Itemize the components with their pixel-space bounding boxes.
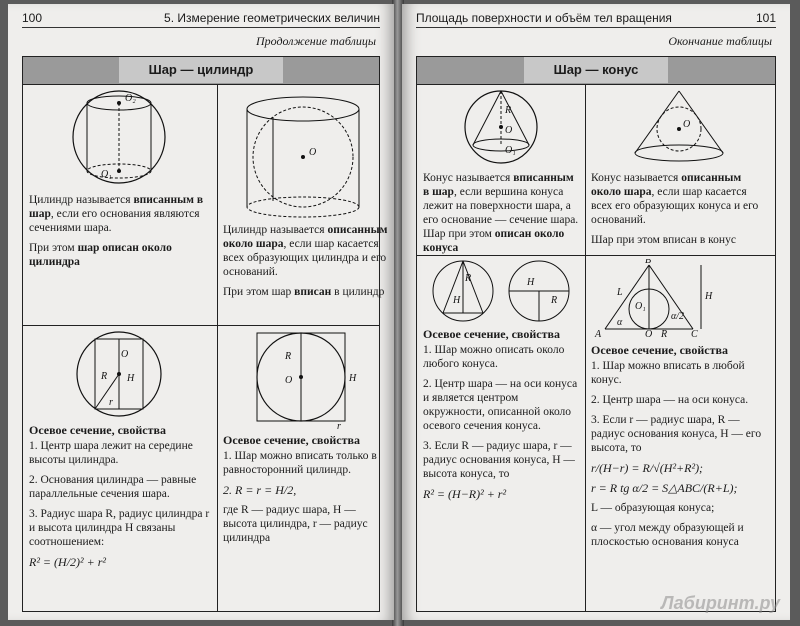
- term: описан около конуса: [423, 228, 565, 254]
- property-3: 3. Если R — радиус шара, r — радиус основания конуса, H — высота конуса, то: [423, 440, 575, 480]
- label-o1: O₁: [101, 169, 112, 180]
- table-header: [417, 57, 775, 85]
- label-o: O: [285, 375, 293, 386]
- chapter-title: Площадь поверхности и объём тел вращения: [416, 11, 672, 25]
- property-2: 2. Центр шара — на оси конуса.: [591, 394, 749, 406]
- label-o: O: [683, 119, 691, 130]
- label-r: R: [505, 105, 512, 116]
- label-alpha: α: [617, 317, 623, 328]
- watermark: Лабиринт.ру: [661, 593, 780, 613]
- label-h: H: [127, 373, 135, 384]
- label-o1: O₁: [635, 301, 646, 312]
- term: вписан: [294, 286, 332, 298]
- property-1: 1. Шар можно вписать в любой конус.: [591, 360, 745, 386]
- table-sphere-cone: [416, 56, 776, 612]
- right-page: [402, 4, 790, 620]
- property-5: α — угол между образующей и плоскостью основания конуса: [591, 522, 744, 548]
- property-3: 3. Если r — радиус шара, R — радиус основания конуса, H — его высота, то: [591, 414, 762, 454]
- formula: R² = (H−R)² + r²: [423, 487, 507, 501]
- running-head-right: [416, 10, 776, 28]
- property-2: 2. R = r = H/2,: [223, 483, 297, 497]
- chapter-title: 5. Измерение геометрических величин: [164, 11, 380, 25]
- cell-circumscribed-cylinder: [217, 85, 394, 325]
- label-r: R: [465, 273, 472, 284]
- formula-1: r/(H−r) = R/√(H²+R²);: [591, 461, 704, 475]
- page-number: 101: [755, 11, 776, 25]
- label-r-small: r: [109, 397, 113, 408]
- cell-axial-section-right: [217, 325, 394, 615]
- table-grid: [23, 85, 388, 611]
- property-1: 1. Шар можно вписать только в равносторонний цилиндр.: [223, 450, 377, 476]
- property-1: 1. Центр шара лежит на середине высоты цилиндра.: [29, 440, 193, 466]
- label-o: O: [121, 349, 129, 360]
- term: шар описан около цилиндра: [29, 242, 172, 268]
- label-o2: O₂: [125, 93, 136, 104]
- axial-section-inscribed-diagram: [29, 329, 209, 419]
- text: Конус называется: [591, 172, 682, 184]
- running-head-left: [22, 10, 380, 28]
- table-title: Шар — конус: [524, 57, 669, 83]
- section-heading: Осевое сечение, свойства: [423, 327, 560, 341]
- label-h: H: [349, 373, 357, 384]
- cell-inscribed-cone: [417, 85, 585, 255]
- text: Конус называется: [423, 172, 514, 184]
- label-o: O: [309, 147, 317, 158]
- label-r: R: [285, 351, 292, 362]
- property-3: где R — радиус шара, H — высота цилиндра, r — радиус цилиндра: [223, 504, 368, 544]
- label-o1: O₁: [505, 145, 516, 156]
- label-o: O: [505, 125, 513, 136]
- text: При этом шар: [223, 286, 295, 298]
- label-h: H: [705, 291, 713, 302]
- term: описанным около шара: [591, 172, 742, 198]
- section-heading: Осевое сечение, свойства: [29, 423, 166, 437]
- axial-section-cone-diagrams: [423, 259, 579, 323]
- property-3: 3. Радиус шара R, радиус цилиндра r и высота цилиндра H связаны соотношением:: [29, 508, 210, 548]
- text: в цилиндр: [331, 286, 385, 298]
- property-4: L — образующая конуса;: [591, 502, 715, 514]
- formula: R² = (H/2)² + r²: [29, 555, 106, 569]
- cell-axial-section-left: [23, 325, 217, 615]
- cell-circumscribed-cone: [585, 85, 775, 255]
- label-r: R: [101, 371, 108, 382]
- text: При этом: [29, 242, 78, 254]
- continuation-label: Продолжение таблицы: [255, 34, 376, 48]
- term: описанным около шара: [223, 224, 388, 250]
- label-o: O: [645, 329, 653, 339]
- label-l: L: [617, 287, 623, 298]
- property-2: 2. Центр шара — на оси конуса и является центром окружности, описанной около осевого сечения конуса.: [423, 378, 578, 432]
- label-r-small: r: [337, 421, 341, 429]
- inscribed-cylinder-diagram: [29, 89, 209, 189]
- label-b: B: [645, 259, 652, 266]
- label-h: H: [527, 277, 535, 288]
- label-h: H: [453, 295, 461, 306]
- axial-section-inscribed-sphere-diagram: [591, 259, 767, 339]
- text: Цилиндр называется: [223, 224, 328, 236]
- cell-axial-section-left: [417, 255, 585, 615]
- text: , если шар касается всех его образующих конуса и его оснований.: [591, 186, 759, 226]
- page-number: 100: [22, 11, 43, 25]
- table-grid: [417, 85, 775, 611]
- section-heading: Осевое сечение, свойства: [223, 433, 360, 447]
- text: Шар при этом вписан в конус: [591, 234, 736, 246]
- label-alpha-half: α/2: [671, 311, 685, 322]
- table-title: Шар — цилиндр: [119, 57, 284, 83]
- axial-section-circumscribed-diagram: [223, 329, 389, 429]
- property-1: 1. Шар можно описать около любого конуса.: [423, 344, 565, 370]
- cell-axial-section-right: [585, 255, 775, 615]
- table-sphere-cylinder: [22, 56, 388, 612]
- text: Цилиндр называется: [29, 194, 134, 206]
- text: , если вершина конуса лежит на поверхности шара, а его основание — сечение шара. Шар при этом: [423, 186, 579, 240]
- inscribed-cone-diagram: [423, 89, 579, 167]
- term: вписанным в шар: [29, 194, 204, 220]
- label-a: A: [595, 329, 602, 339]
- term: вписанным в шар: [423, 172, 574, 198]
- circumscribed-cone-diagram: [591, 89, 767, 167]
- circumscribed-cylinder-diagram: [223, 89, 389, 219]
- formula-2: r = R tg α/2 = S△ABC/(R+L);: [591, 481, 738, 495]
- text: , если шар касается всех образующих цилиндра и его оснований.: [223, 238, 387, 278]
- section-heading: Осевое сечение, свойства: [591, 343, 728, 357]
- property-2: 2. Основания цилиндра — равные параллельные сечения шара.: [29, 474, 197, 500]
- label-r: R: [551, 295, 558, 306]
- text: , если его основания являются сечениями шара.: [29, 208, 200, 234]
- label-c: C: [691, 329, 698, 339]
- cell-inscribed-cylinder: [23, 85, 217, 325]
- table-header: [23, 57, 379, 85]
- left-page: [8, 4, 394, 620]
- label-r: R: [661, 329, 668, 339]
- continuation-label: Окончание таблицы: [668, 34, 772, 48]
